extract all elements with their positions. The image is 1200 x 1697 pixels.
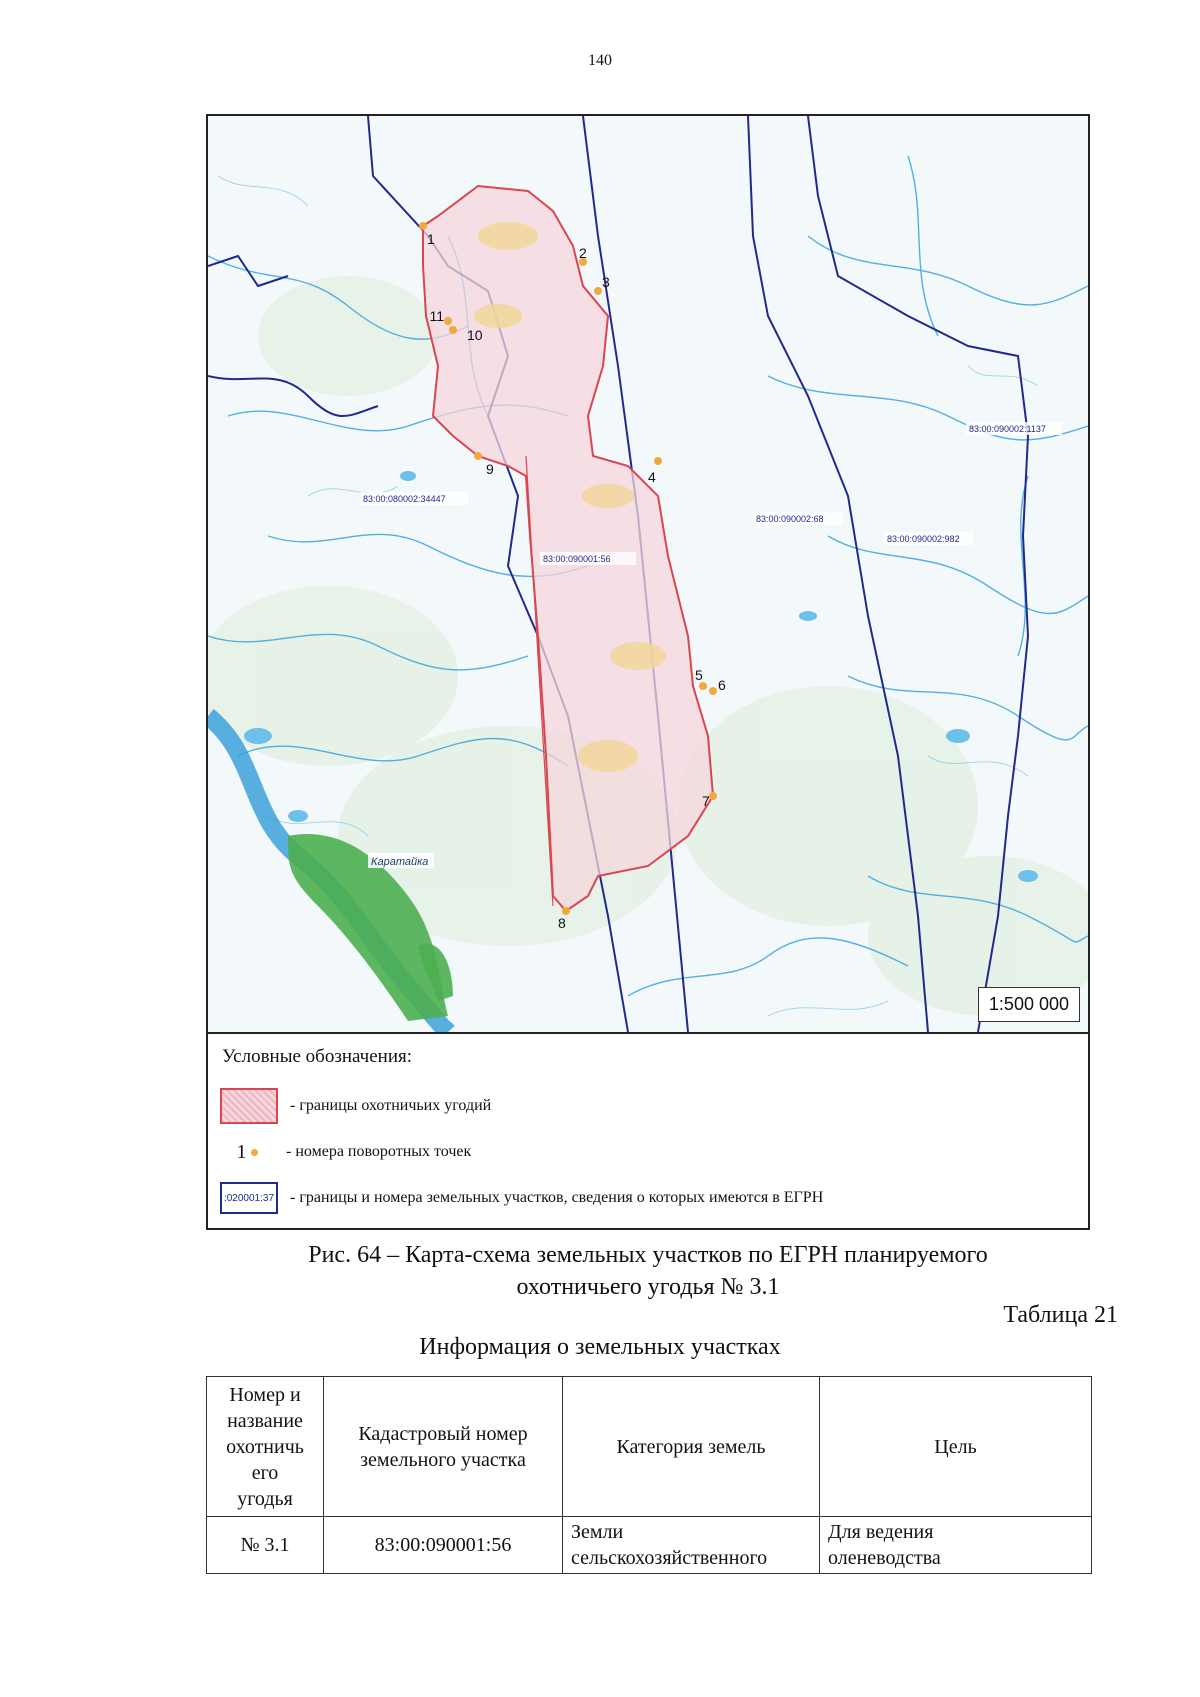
parcel-label-1 (966, 422, 1062, 435)
svg-text:83:00:090002:1137: 83:00:090002:1137 (969, 424, 1046, 434)
parcel-label-4 (884, 532, 974, 545)
table-header-row (207, 1377, 1092, 1517)
header-cell-purpose: Цель (820, 1377, 1092, 1517)
svg-text:Каратайка: Каратайка (371, 856, 429, 868)
svg-text:5: 5 (695, 667, 703, 683)
figure-caption-line-2: охотничьего угодья № 3.1 (516, 1274, 780, 1300)
parcel-label-3 (753, 512, 843, 525)
svg-text:3: 3 (602, 274, 610, 290)
parcels-table (206, 1376, 1092, 1574)
table-row (207, 1517, 1092, 1574)
header-cell-cadastral: Кадастровый номер земельного участка (324, 1377, 563, 1517)
svg-text:10: 10 (467, 327, 483, 343)
map-drawing (208, 116, 1088, 1032)
legend-item-hunting-boundary (220, 1088, 491, 1124)
svg-text:2: 2 (579, 245, 587, 261)
svg-text:83:00:090002:982: 83:00:090002:982 (887, 534, 960, 544)
map-legend (206, 1034, 1090, 1230)
settlement-karataika (368, 853, 434, 868)
cell-land-category: Земли сельскохозяйственного (563, 1517, 820, 1574)
legend-item-turning-points (220, 1134, 471, 1170)
table-title: Информация о земельных участках (419, 1334, 781, 1360)
svg-text:8: 8 (558, 915, 566, 931)
cell-area-number: № 3.1 (207, 1517, 324, 1574)
hunting-boundary-swatch (220, 1088, 278, 1124)
legend-title: Условные обозначения: (222, 1046, 413, 1067)
page-number: 140 (588, 52, 612, 69)
svg-text:9: 9 (486, 461, 494, 477)
svg-text:83:00:090001:56: 83:00:090001:56 (543, 554, 611, 564)
figure-caption-line-1: Рис. 64 – Карта-схема земельных участков по ЕГРН планируемого (308, 1242, 988, 1268)
turning-point-swatch (220, 1141, 274, 1164)
cell-purpose: Для ведения оленеводства (820, 1517, 1092, 1574)
svg-text:4: 4 (648, 469, 656, 485)
cell-cadastral-number: 83:00:090001:56 (324, 1517, 563, 1574)
svg-text:6: 6 (718, 677, 726, 693)
header-cell-area: Номер и название охотничь его угодья (207, 1377, 324, 1517)
svg-text:7: 7 (702, 793, 710, 809)
parcel-label-5 (540, 552, 636, 565)
svg-text:11: 11 (429, 308, 444, 324)
legend-item-label: - границы и номера земельных участков, сведения о которых имеются в ЕГРН (290, 1189, 824, 1206)
legend-item-label: - номера поворотных точек (286, 1143, 472, 1160)
header-cell-category: Категория земель (563, 1377, 820, 1517)
parcel-swatch: :020001:37 (220, 1182, 278, 1214)
svg-text:83:00:080002:34447: 83:00:080002:34447 (363, 494, 446, 504)
table-label: Таблица 21 (1003, 1302, 1118, 1328)
turning-point-2 (579, 245, 587, 266)
turning-point-dot-icon (251, 1149, 258, 1156)
turning-point-symbol: 1 (236, 1140, 247, 1163)
parcel-label-2 (360, 492, 468, 505)
legend-item-label: - границы охотничьих угодий (290, 1097, 492, 1114)
map-scale: 1:500 000 (978, 987, 1080, 1022)
map (206, 114, 1090, 1034)
legend-item-parcels (220, 1180, 823, 1216)
svg-text:1: 1 (427, 231, 435, 247)
svg-text:83:00:090002:68: 83:00:090002:68 (756, 514, 824, 524)
